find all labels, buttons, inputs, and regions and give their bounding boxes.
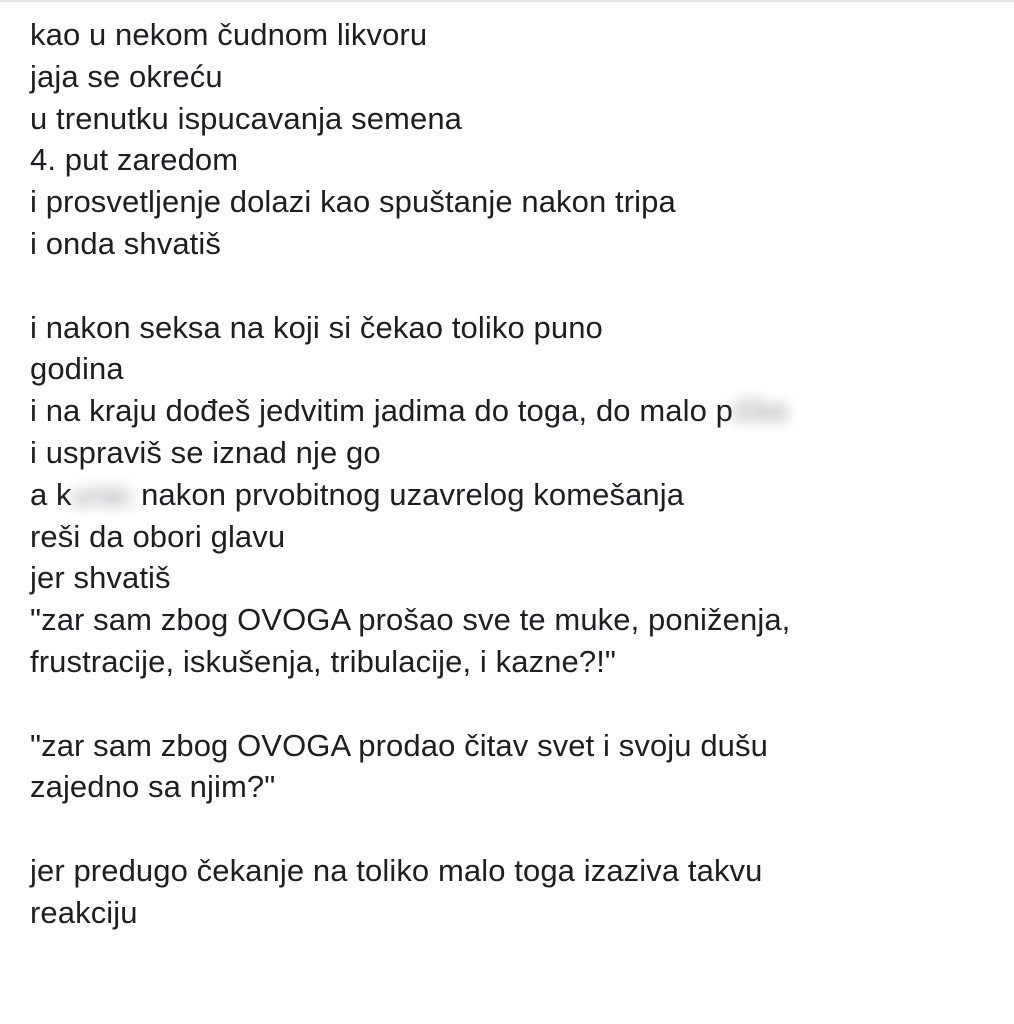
poem-line: i uspraviš se iznad nje go [30,434,381,470]
poem-line-censored [30,474,1000,516]
poem-line: "zar sam zbog OVOGA prošao sve te muke, poniženja, [30,602,791,638]
poem-line: i nakon seksa na koji si čekao toliko puno [30,309,603,345]
stanza-break [30,683,1000,725]
stanza-break [30,265,1000,307]
stanza-break [30,808,1000,850]
poem-line: u trenutku ispucavanja semena [30,100,462,136]
poem-line: reši da obori glavu [30,518,286,554]
top-divider [0,0,1014,2]
poem-line: godina [30,351,124,387]
poem-line: reakciju [30,894,138,930]
blurred-word: urac [71,476,133,512]
poem-line: kao u nekom čudnom likvoru [30,17,428,52]
poem-line: jer predugo čekanje na toliko malo toga izaziva takvu [30,852,763,888]
post-text [30,14,1000,934]
poem-line: "zar sam zbog OVOGA prodao čitav svet i svoju dušu [30,727,768,763]
poem-text: i na kraju dođeš jedvitim jadima do toga, do malo p [30,393,733,429]
poem-text: a k [30,476,72,512]
blurred-word: ičke [733,393,789,429]
poem-line: frustracije, iskušenja, tribulacije, i kazne?!" [30,643,617,679]
poem-line: i onda shvatiš [30,225,221,261]
poem-line-censored [30,390,1000,432]
poem-text: nakon prvobitnog uzavrelog komešanja [132,476,685,512]
poem-line: jaja se okreću [30,58,223,94]
poem-line: i prosvetljenje dolazi kao spuštanje nakon tripa [30,184,676,220]
poem-line: zajedno sa njim?" [30,769,276,805]
poem-line: jer shvatiš [30,560,171,596]
poem-line: 4. put zaredom [30,142,239,178]
